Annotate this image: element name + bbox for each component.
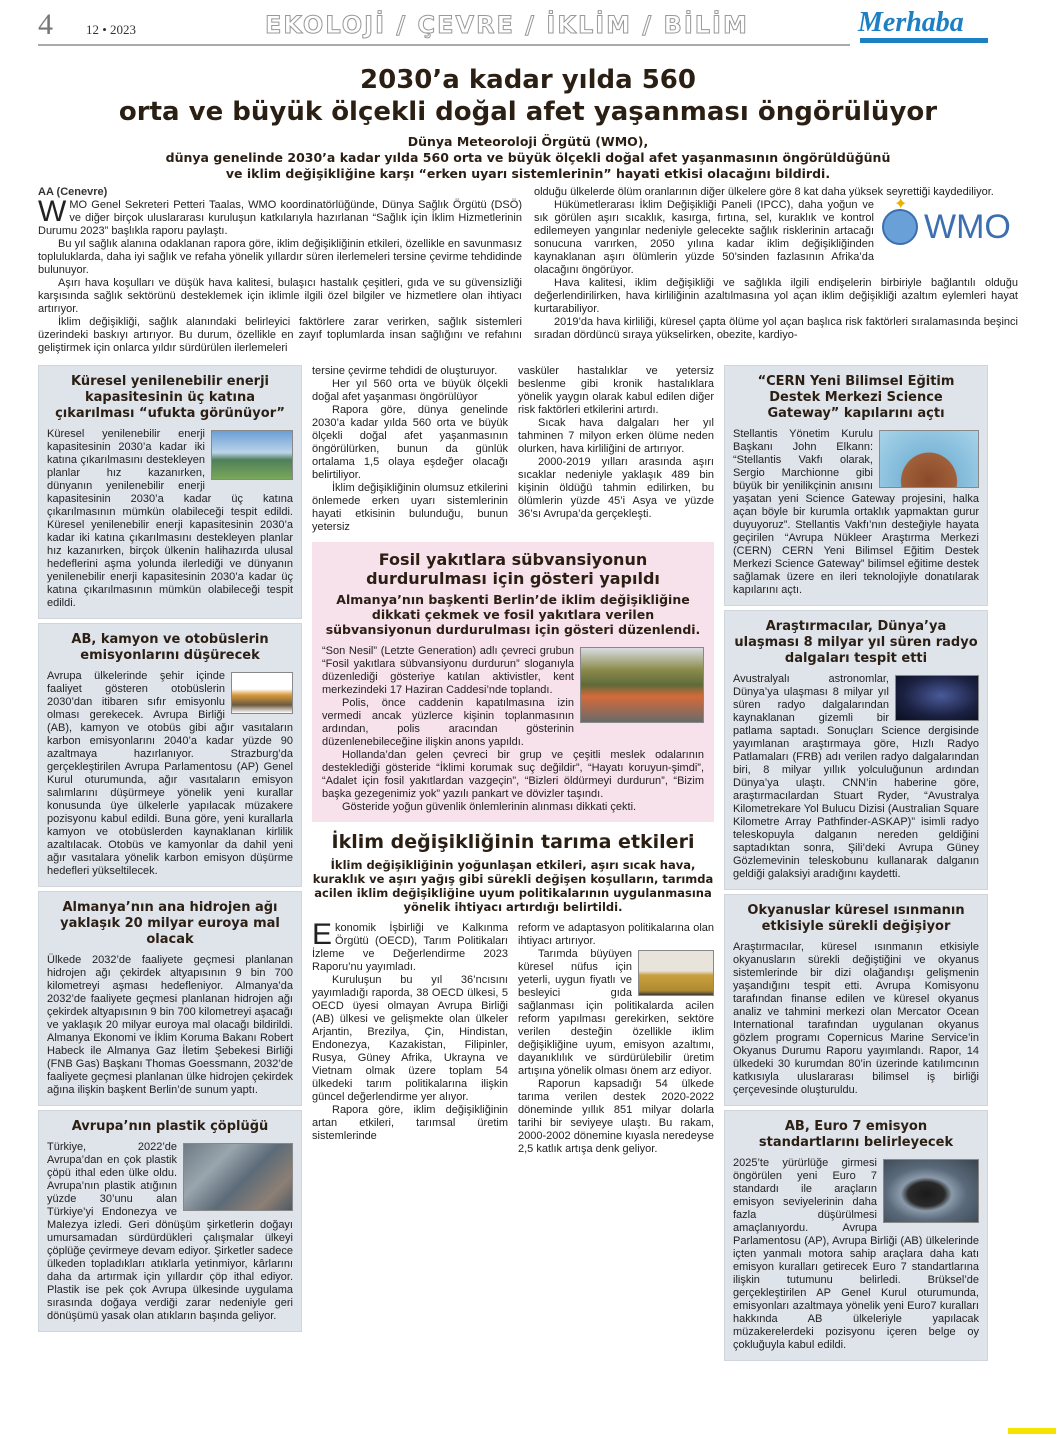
byline: AA (Cenevre) xyxy=(38,186,108,198)
lead-paragraph-11: Hava kalitesi, iklim değişikliği ve sağlıkla ilgili endişelerin birbiriyle bağlantılı olduğu değerlendirilirken, hava kirliliğinin azaltılmasına yol açan iklim değişikliği azaltım eylemleri hayat kurtarabiliyor. xyxy=(534,277,1018,315)
main-grid xyxy=(38,365,1018,1365)
box-cern-title: “CERN Yeni Bilimsel Eğitim Destek Merkezi Science Gateway” kapılarını açtı xyxy=(757,374,955,421)
lead-paragraph-2: Bu yıl sağlık alanına odaklanan rapora göre, iklim değişikliğinin etkileri, özellikle en savunmasız topluluklarda, daha iyi sağlık ve refaha yönelik yıllardır süren ilerlemeleri tersine çevirme tehdidinde bulunuyor. xyxy=(38,238,522,276)
agriculture-body xyxy=(312,918,714,1156)
agriculture-title: İklim değişikliğinin tarıma etkileri xyxy=(331,831,695,853)
lead-body-mid xyxy=(312,365,508,534)
deck-line-3: ve iklim değişikliğine karşı “erken uyarı sistemlerinin” hayati etkisi olacağını bildirdi. xyxy=(225,166,831,181)
excavator-photo xyxy=(231,672,293,714)
masthead xyxy=(20,8,1020,52)
box-oceans xyxy=(724,894,988,1106)
lead-paragraph-6: Her yıl 560 orta ve büyük ölçekli doğal afet yaşanması öngörülüyor xyxy=(312,378,508,403)
box-plastic-text: Türkiye, 2022’de Avrupa’dan en çok plastik çöpü ithal eden ülke oldu. Avrupa’nın plastik atığının yüzde 30’unu alan Türkiye’yi Endonezya ve Malezya izledi. Geri dönüşüm şirketlerin doğayı umursamadan sürdürdükleri çalışmalar ülkeyi çöplüğe çevirmeye devam ediyor. Şirketler sadece ülkeden topladıkları atıklarla yetinmiyor, kârlarını daha da artırmak için yıllardır çöp ithal ediyor. Plastik ise pek çok Avrupa ülkesinde uygulama sırasında doğaya verdiği zarar nedeniyle geri dönüşümü yasak olan atıkların başında geliyor. xyxy=(47,1141,293,1322)
box-renewable xyxy=(38,365,302,619)
lead-body-right-col xyxy=(518,365,714,534)
exhaust-pipe-photo xyxy=(883,1159,979,1223)
un-emblem-icon xyxy=(882,209,918,245)
box-trucks xyxy=(38,623,302,887)
agriculture-paragraph-3: Rapora göre, iklim değişikliğinin artan etkileri, tarımsal üretim sistemlerinde xyxy=(312,1104,508,1142)
lead-paragraph-13: vasküler hastalıklar ve yetersiz beslenme gibi kronik hastalıklara yönelik yaygın olarak kabul edilen diğer risk faktörleri etkilerini artırdı. xyxy=(518,365,714,416)
lead-paragraph-1 xyxy=(38,195,522,238)
box-renewable-text: Küresel yenilenebilir enerji kapasitesinin 2030’a kadar iki katına çıkarılmasını destekleyen planlar hız kazanırken, dünyanın yenilenebilir enerji kapasitesinin 2030’a kadar üç katına çıkarılmasının mümkün olabileceği tespit edildi. Küresel yenilenebilir enerji kapasitesinin 2030’a kadar iki katına çıkarılmasını destekleyen planlar hız kazanırken, birçok ülkenin halihazırda ulusal hedeflerini aşma yolunda ilerlediği ve dünyanın yenilenebilir enerji kapasitesinin 2030’a kadar üç katına çıkarılmasının mümkün olabileceği tespit edildi. xyxy=(47,428,293,609)
box-hydrogen xyxy=(38,891,302,1106)
box-radio xyxy=(724,610,988,890)
agriculture-paragraph-1 xyxy=(312,918,508,974)
lead-body-right xyxy=(534,186,1018,355)
page-number: 4 xyxy=(38,8,53,41)
box-trucks-body xyxy=(47,670,293,878)
box-hydrogen-title: Almanya’nın ana hidrojen ağı yaklaşık 20 milyar euroya mal olacak xyxy=(60,900,280,947)
box-oceans-title: Okyanuslar küresel ısınmanın etkisiyle sürekli değişiyor xyxy=(747,903,965,934)
box-radio-title: Araştırmacılar, Dünya’ya ulaşması 8 milyar yıl süren radyo dalgaları tespit etti xyxy=(734,619,978,666)
protest-deck: Almanya’nın başkenti Berlin’de iklim değişikliğine dikkati çekmek ve fosil yakıtlara verilen sübvansiyonun durdurulması için gösteri düzenlendi. xyxy=(325,592,701,637)
solar-field-photo xyxy=(211,430,293,480)
box-euro7-text: 2025’te yürürlüğe girmesi öngörülen yeni Euro 7 standardı ile araçların emisyon seviyelerinin daha fazla düşürülmesi amaçlanıyordu. Avrupa Parlamentosu (AP), Avrupa Birliği (AB) ülkelerinde içten yanmalı motora sahip araçlara daha katı emisyon kuralları getirecek Euro 7 standartlarına ilişkin tutumunu belirledi. Brüksel’de gerçekleştirilen AP Genel Kurul oturumunda, emisyonları azaltmaya yönelik yeni Euro7 kuralları hakkında AB ülkeleriyle yapılacak müzakerelerdeki pozisyonu içeren belge oy çokluğuyla kabul edildi. xyxy=(733,1157,979,1351)
wmo-logo-text: WMO xyxy=(924,208,1011,246)
agriculture-col-1 xyxy=(312,918,508,1156)
lead-deck xyxy=(30,134,1026,182)
plastic-waste-photo xyxy=(183,1143,293,1211)
box-plastic xyxy=(38,1110,302,1332)
left-column xyxy=(38,365,302,1336)
lead-paragraph-12: 2019’da hava kirliliği, küresel çapta ölüme yol açan başlıca risk faktörleri sıralamasında beşinci sıradan dördüncü sıraya yükselirken, obezite, kardiyo- xyxy=(534,316,1018,341)
lead-paragraph-5: tersine çevirme tehdidi de oluşturuyor. xyxy=(312,365,498,377)
lead-paragraph-9: olduğu ülkelerde ölüm oranlarının diğer ülkelere göre 8 kat daha yüksek seyrettiği kaydediliyor. xyxy=(534,186,994,198)
lead-body xyxy=(38,186,1018,355)
lead-paragraph-4: İklim değişikliği, sağlık alanındaki belirleyici faktörlere zarar verirken, sağlık sistemleri üzerindeki baskıyı artırıyor. Bu durum, özellikle en zayıf toplumlarda insan sağlığını ve refahını geliştirmek için onlarca yıldır sürdürülen ilerlemeleri xyxy=(38,316,522,354)
box-plastic-body xyxy=(47,1141,293,1323)
box-euro7-title: AB, Euro 7 emisyon standartlarını belirleyecek xyxy=(758,1119,954,1150)
box-plastic-title: Avrupa’nın plastik çöplüğü xyxy=(71,1119,269,1134)
agriculture-paragraph-4: reform ve adaptasyon politikalarına olan ihtiyacı artırıyor. xyxy=(518,922,714,947)
protest-p1-text: “Son Nesil” (Letzte Generation) adlı çevreci grubun “Fosil yakıtlara sübvansiyonu durdurun” sloganıyla düzenlediği gösteriye katılan aktivistler, kent merkezindeki 17 Haziran Caddesi’nde toplandı. xyxy=(322,645,574,696)
lead-paragraph-10: Hükümetlerarası İklim Değişikliği Paneli (IPCC), daha yoğun ve sık görülen aşırı sıcaklık, kasırga, fırtına, sel, kuraklık ve kontrol edilemeyen yangınlar nedeniyle gelecekte sağlık risklerinin artacağı sonucuna varırken, 2050 yılına kadar iklim değişikliğinden kaynaklanan aşırı ölümlerin yüzde 50’sinden fazlasının Afrika’da olacağını öngörüyor. xyxy=(534,199,874,276)
box-renewable-body xyxy=(47,428,293,610)
agriculture-paragraph-6: Raporun kapsadığı 54 ülkede tarıma verilen destek 2020-2022 döneminde yıllık 851 milyar dolarla tarihi bir seviyeye ulaştı. Bu rakam, 2000-2002 dönemine kıyasla neredeyse 2,5 katlık artışa denk geliyor. xyxy=(518,1078,714,1155)
wmo-logo xyxy=(882,196,1018,251)
box-euro7-body xyxy=(733,1157,979,1352)
newspaper-logo xyxy=(858,8,1008,48)
issue-date: 12 • 2023 xyxy=(86,22,137,37)
lead-paragraph-7: Rapora göre, dünya genelinde 2030’a kadar yılda 560 orta ve büyük ölçekli doğal afet yaşanmasının öngörülürken, bunun da günlük ortalama 1,5 olaya eşdeğer olacağı belirtiliyor. xyxy=(312,404,508,481)
headline-line-1: 2030’a kadar yılda 560 xyxy=(360,65,696,95)
corner-color-mark xyxy=(1008,1428,1056,1434)
protest-title: Fosil yakıtlara sübvansiyonun durdurulması için gösteri yapıldı xyxy=(366,550,660,588)
galaxy-photo xyxy=(895,675,979,721)
logo-bar xyxy=(860,38,988,43)
box-hydrogen-body: Ülkede 2032’de faaliyete geçmesi planlanan hidrojen ağı çekirdek altyapısının 9 bin 700 kilometreyi aşması hedefleniyor. Almanya’da 2032’de faaliyete geçmesi planlanan hidrojen ağı çekirdek altyapısının 9 bin 700 kilometreyi aşacağı ve yaklaşık 20 milyar euroya mal olacağı bildirildi. Almanya Ekonomi ve İklim Koruma Bakanı Robert Habeck ile Almanya Gaz İletim Şebekesi Birliği (FNB Gas) Başkanı Thomas Goessmann, 2032’de faaliyete geçmesi planlanan ülke hidrojen çekirdek ağına ilişkin başkent Berlin’de sunum yaptı. xyxy=(47,954,293,1096)
box-protest xyxy=(312,542,714,822)
protest-paragraph-1 xyxy=(322,645,704,697)
masthead-rule xyxy=(38,44,850,46)
deck-line-2: dünya genelinde 2030’a kadar yılda 560 orta ve büyük ölçekli doğal afet yaşanmasının öngörüldüğünü xyxy=(165,150,891,165)
agriculture-deck: İklim değişikliğinin yoğunlaşan etkileri, aşırı sıcak hava, kuraklık ve aşırı yağış gibi sürekli değişen koşulların, tarımda acilen iklim değişikliğine uyum politikalarının uygulanmasına yönelik ihtiyacı artırdığı belirtildi. xyxy=(312,858,714,914)
agriculture-section xyxy=(312,830,714,1156)
lead-paragraph-8: İklim değişikliğinin olumsuz etkilerini önlemede erken uyarı sistemlerinin hayati etkisinin bulunduğu, bunun yetersiz xyxy=(312,482,508,533)
protest-paragraph-4: Gösteride yoğun güvenlik önlemlerinin alınması dikkati çekti. xyxy=(342,801,637,813)
protest-paragraph-2: Polis, önce caddenin kapatılmasına izin vermedi ancak yüzlerce kişinin toplanmasının ardından, polis aracından gösterinin düzenlenebileceğine ilişkin anons yapıldı. xyxy=(322,697,574,748)
lead-body-left xyxy=(38,186,522,355)
box-cern-body xyxy=(733,428,979,597)
protest-paragraph-3: Hollanda’dan gelen çevreci bir grup ve çeşitli meslek odalarının desteklediği gösteride “İklimi korumak suç değildir”, “Hayatı koruyun-şimdi”, “Adalet için fosil yakıtlardan vazgeçin”, “Bizleri öldürmeyi durdurun”, “Bizim başka gezegenimiz yok” yazılı pankart ve dövizler taşındı. xyxy=(322,749,704,800)
agriculture-col-2 xyxy=(518,922,714,1156)
box-renewable-title: Küresel yenilenebilir enerji kapasitesinin üç katına çıkarılması “ufukta görünüyor” xyxy=(55,374,285,421)
box-cern-text: Stellantis Yönetim Kurulu Başkanı John Elkann: “Stellantis Vakfı olarak, Sergio Marchionne gibi büyük bir yenilikçinin anısını yaşatan yeni Science Gateway projesini, halka açan böyle bir kurumla ortaklık yapmaktan gurur duyuyoruz”. Stellantis Vakfı’nın desteğiyle hayata geçirilen “Avrupa Nükleer Araştırma Merkezi (CERN) CERN Yeni Bilimsel Eğitim Destek Merkezi Science Gateway” bilimsel eğitime destek sağlamak üzere en ileri teknolojiyle donatılarak kapılarını açtı. xyxy=(733,428,979,596)
headline-line-2: orta ve büyük ölçekli doğal afet yaşanması öngörülüyor xyxy=(118,97,938,127)
logo-text: Merhaba xyxy=(858,7,964,38)
lead-headline xyxy=(30,64,1026,128)
agriculture-dropcap: E xyxy=(312,918,333,951)
right-column xyxy=(724,365,988,1365)
section-title: EKOLOJİ / ÇEVRE / İKLİM / BİLİM xyxy=(265,11,749,39)
wheat-field-photo xyxy=(638,950,714,996)
box-cern xyxy=(724,365,988,606)
box-trucks-title: AB, kamyon ve otobüslerin emisyonlarını düşürecek xyxy=(71,632,269,663)
agriculture-paragraph-2: Kuruluşun bu yıl 36’ncısını yayımladığı raporda, 38 OECD ülkesi, 5 OECD üyesi olmayan Avrupa Birliği (AB) ülkesi ve gelişmekte olan ülkeler Arjantin, Brezilya, Çin, Hindistan, Endonezya, Kazakistan, Filipinler, Rusya, Güney Afrika, Ukrayna ve Vietnam olmak üzere toplam 54 ülkedeki tarım politikalarına ilişkin güncel değerlendirme yer alıyor. xyxy=(312,974,508,1103)
agriculture-paragraph-5: Tarımda büyüyen küresel nüfus için yeterli, uygun fiyatlı ve besleyici gıda sağlanması için politikalarda acilen reform yapılması gerekirken, sektöre verilen desteğin özellikle iklim değişikliğine uyum, emisyon azaltımı, dayanıklılık ve sürdürülebilir üretim artışına yönelik olması önem arz ediyor. xyxy=(518,948,714,1077)
box-trucks-text: Avrupa ülkelerinde şehir içinde faaliyet gösteren otobüslerin 2030’dan itibaren sıfır emisyonlu olması gerekecek. Avrupa Birliği (AB), kamyon ve otobüs gibi ağır vasıtaların karbon emisyonlarını 2040’a kadar yüzde 90 azaltmaya hazırlanıyor. Strazburg’da gerçekleştirilen Avrupa Parlamentosu (AP) Genel Kurul oturumunda, ağır vasıtaların emisyon salımlarını düşürmeye yönelik yeni kurallar konusunda üye ülkelerle yapılacak müzakere pozisyonu kabul edildi. Buna göre, yeni kurallarla kamyon ve otobüslerden kaynaklanan kirlilik azaltılacak. Otobüs ve kamyonlar da dahil yeni ağır vasıtalara yönelik karbon emisyon düşürme hedefleri yükseltilecek. xyxy=(47,670,293,877)
cern-globe-photo xyxy=(879,430,979,488)
agriculture-p1-text: konomik İşbirliği ve Kalkınma Örgütü (OECD), Tarım Politikaları İzleme ve Değerlendirme 2023 Raporu’nu yayımladı. xyxy=(312,922,508,973)
box-euro7 xyxy=(724,1110,988,1361)
lead-paragraph-15: 2000-2019 yılları arasında aşırı sıcaklar nedeniyle yaklaşık 489 bin kişinin öldüğü tahmin edilirken, bu ölümlerin yüzde 45’i Asya ve yüzde 36’sı Avrupa’da gerçekleşti. xyxy=(518,456,714,520)
star-icon: ✦ xyxy=(894,196,908,213)
lead-continuation xyxy=(312,365,714,534)
center-column xyxy=(312,365,714,1156)
dropcap: W xyxy=(38,195,67,228)
box-oceans-body: Araştırmacılar, küresel ısınmanın etkisiyle okyanusların sürekli değiştiğini ve okyanus sistemlerinde bir dizi olağandışı gelişmenin yaşandığını tespit etti. Avrupa Komisyonu tarafından finanse edilen ve küresel okyanus analiz ve tahmini merkezi olan Mercator Ocean International tarafından uygulanan okyanus gözlem programı Copernicus Marine Service’in Okyanus Durumu Raporu yayımlandı. Rapor, 14 ülkedeki 30 kurumdan 80’in üzerinde katılımcının katkısıyla uluslararası bilimsel iş birliği çerçevesinde oluşturuldu. xyxy=(733,941,979,1096)
lead-paragraph-3: Aşırı hava koşulları ve düşük hava kalitesi, bulaşıcı hastalık çeşitleri, gıda ve su güvensizliği karşısında sağlık sektörünü desteklemek için iklimle ilgili özel bilgiler ve hizmetlere olan ihtiyacı artırıyor. xyxy=(38,277,522,315)
lead-paragraph-14: Sıcak hava dalgaları her yıl tahminen 7 milyon erken ölüme neden olurken, hava kirliliğini de artırıyor. xyxy=(518,417,714,455)
lead-p1-text: MO Genel Sekreteri Petteri Taalas, WMO koordinatörlüğünde, Dünya Sağlık Örgütü (DSÖ) ve diğer birçok uluslararası kuruluşun katkılarıyla hazırlanan “Sağlık için İklim Hizmetlerinin Durumu 2023” başlıkla raporu paylaştı. xyxy=(38,199,522,237)
box-radio-text: Avustralyalı astronomlar, Dünya’ya ulaşması 8 milyar yıl süren radyo dalgalarından kaynaklanan gizemli bir patlama saptadı. Sonuçları Science dergisinde yayımlanan araştırmaya göre, Hızlı Radyo Patlamaları (FRB) adı verilen radyo dalgalarından biri, 8 milyar yıllık yolculuğunun ardından Dünya’ya ulaştı. CNN’in haberine göre, araştırmacılardan Stuart Ryder, “Avustralya Kilometrekare Yol Bulucu Dizisi (Australian Square Kilometre Array Pathfinder-ASKAP)” isimli radyo teleskopuyla dalganın nereden geldiğini saptadıktan sonra, Şili’deki Avrupa Güney Gözlemevinin teleskobunu kullanarak dalganın geldiği galaksiyi aradığını kaydetti. xyxy=(733,673,979,880)
protest-body xyxy=(322,645,704,814)
deck-line-1: Dünya Meteoroloji Örgütü (WMO), xyxy=(407,134,649,149)
protest-photo xyxy=(580,647,704,723)
box-radio-body xyxy=(733,673,979,881)
